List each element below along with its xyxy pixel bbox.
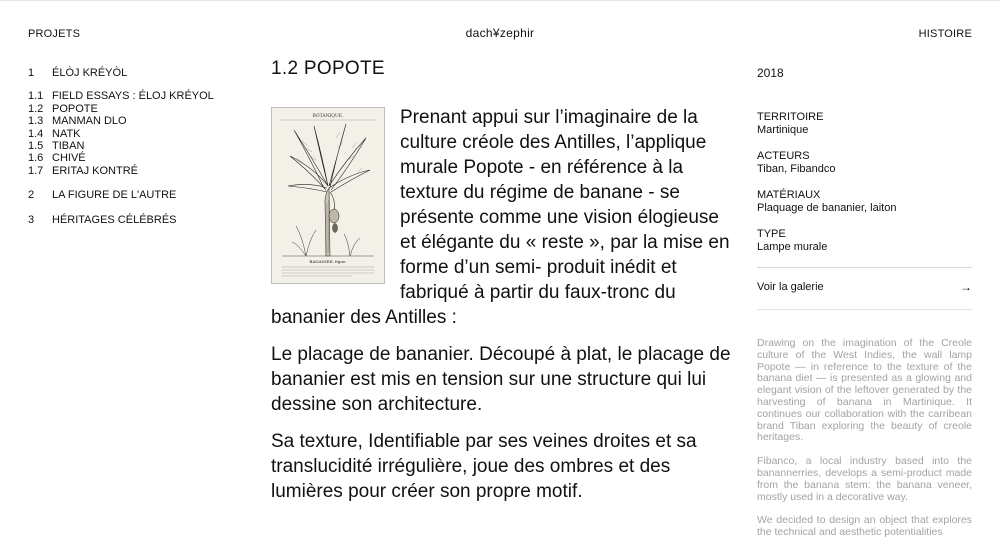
meta-materiaux [757,189,972,215]
meta-label: ACTEURS [757,150,810,162]
toc-item-1[interactable]: 1 ÉLÒJ KRÉYÒL [28,67,128,79]
meta-label: MATÉRIAUX [757,189,821,201]
botanical-illustration[interactable] [271,107,385,284]
toc-item-1-3[interactable]: 1.3 MANMAN DLO [28,115,127,128]
paragraph-texture: Sa texture, Identifiable par ses veines droites et sa translucidité irrégulière, joue des ombres et des lumières pour créer son propre motif. [271,431,697,502]
english-paragraph: We decided to design an object that explores the technical and aesthetic potentialities [757,514,972,539]
paragraph-placage: Le placage de bananier. Découpé à plat, le placage de bananier est mis en tension sur une structure qui lui dessine son architecture. [271,344,731,415]
illustration-caption: BANANIER. figue. [309,259,347,264]
meta-label: TERRITOIRE [757,111,824,123]
project-description [271,105,731,504]
toc-item-1-7[interactable]: 1.7 ERITAJ KONTRÉ [28,164,138,177]
meta-value: Lampe murale [757,241,828,253]
page-title: 1.2 POPOTE [271,58,385,79]
project-content [271,58,731,504]
project-year: 2018 [757,66,784,80]
meta-label: TYPE [757,228,786,240]
banana-tree-drawing [272,108,384,283]
gallery-link[interactable] [757,268,972,309]
paragraph-intro: Prenant appui sur l’imaginaire de la culture créole des Antilles, l’applique murale Popote - en référence à la texture du régime de banane - se présente comme une vision élogieuse et élégante du « reste », par la mise en forme d’un semi- produit inédit et fabriqué à partir du faux-tronc du bananier des Antilles : [271,107,730,328]
english-description [757,338,972,539]
arrow-right-icon: → [960,280,972,294]
meta-territoire [757,111,972,137]
english-paragraph: Fibanco, a local industry based into the banannerries, develops a semi-product made from the banana stem: the banana veneer, mostly used in a decorative way. [757,455,972,503]
nav-projets-link[interactable]: PROJETS [28,28,81,40]
english-paragraph: Drawing on the imagination of the Creole culture of the West Indies, the wall lamp Popote — in reference to the texture of the banana diet — is presented as a glowing and elegant vision of the leftover generated by the harvesting of banana in Martinique. It continues our collaboration with the carribean brand Tiban exploring the beauty of creole heritages. [757,337,972,444]
nav-histoire-link[interactable]: HISTOIRE [918,28,972,40]
meta-value: Plaquage de bananier, laiton [757,202,897,214]
toc-item-1-5[interactable]: 1.5 TIBAN [28,140,85,153]
toc-item-1-2[interactable]: 1.2 POPOTE [28,102,98,115]
toc-item-3[interactable]: 3 HÉRITAGES CÉLÉBRÉS [28,213,177,226]
toc-item-1-6[interactable]: 1.6 CHIVÉ [28,152,86,165]
toc-item-2[interactable]: 2 LA FIGURE DE L'AUTRE [28,189,177,202]
meta-acteurs [757,150,972,176]
divider [757,309,972,310]
meta-value: Tiban, Fibandco [757,163,836,175]
project-sidebar [757,66,972,551]
project-metadata [757,111,972,254]
site-logo[interactable]: dach¥zephir [465,26,535,40]
toc-item-1-4[interactable]: 1.4 NATK [28,127,81,140]
project-index [28,67,248,226]
top-border [0,0,1000,1]
meta-type [757,228,972,254]
illustration-header: BOTANIQUE. [312,114,344,119]
gallery-link-label: Voir la galerie [757,281,824,293]
toc-item-1-1[interactable]: 1.1 FIELD ESSAYS : ÉLOJ KRÉYOL [28,90,214,103]
meta-value: Martinique [757,124,809,136]
